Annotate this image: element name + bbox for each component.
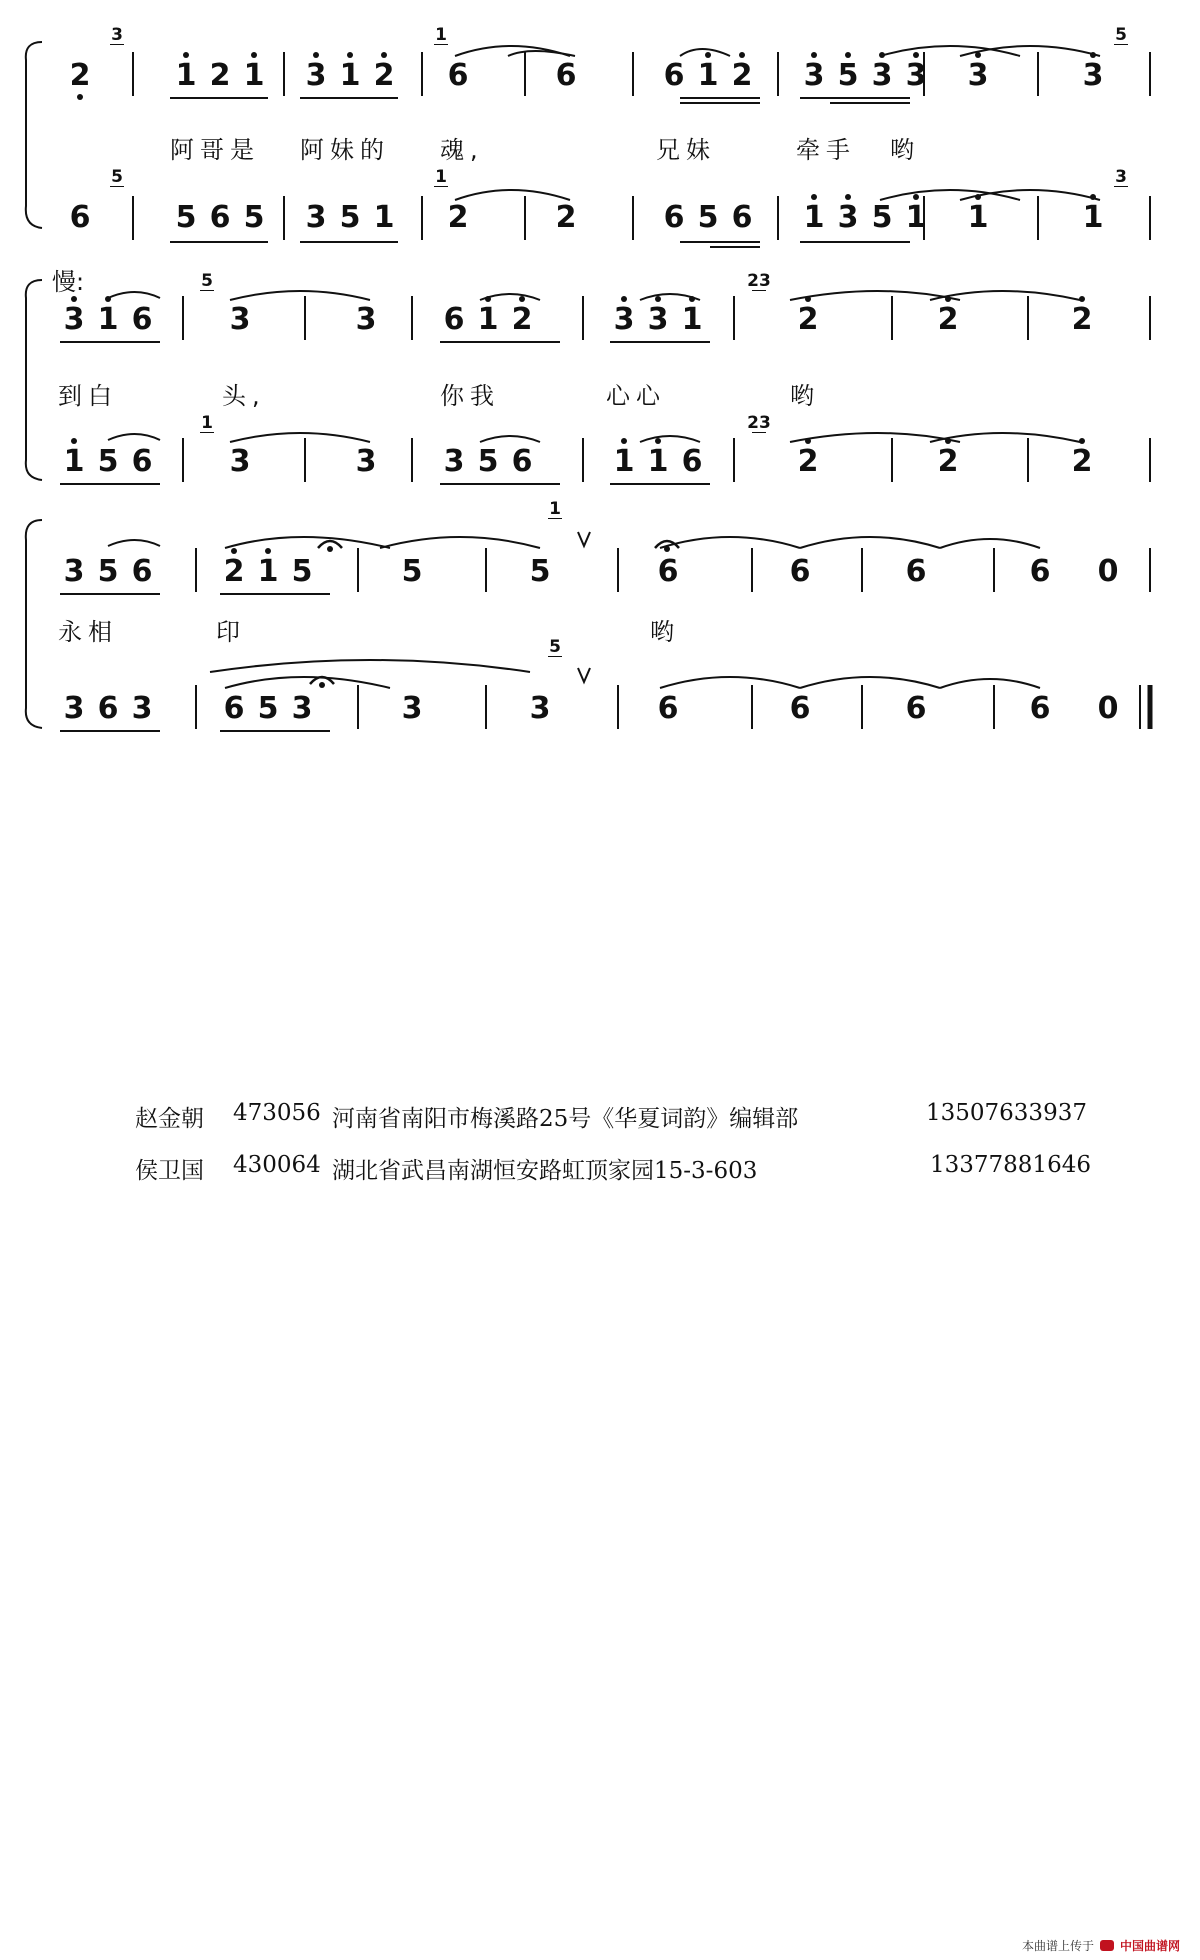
note: 3 <box>898 56 934 96</box>
grace-note: 5 <box>111 167 123 187</box>
note: 6 <box>905 554 927 589</box>
note: 1 <box>56 442 92 482</box>
note: 3 <box>355 302 377 337</box>
note: 3 <box>298 56 334 96</box>
contact-line <box>0 1100 1200 1132</box>
note: 2 <box>930 442 966 482</box>
note: 3 <box>355 444 377 479</box>
note: 6 <box>511 444 533 479</box>
note: 1 <box>236 56 272 96</box>
note: 5 <box>97 554 119 589</box>
site-watermark <box>1022 1937 1180 1954</box>
note: 6 <box>1029 691 1051 726</box>
note: 6 <box>1029 554 1051 589</box>
note: 3 <box>1075 56 1111 96</box>
note: 3 <box>63 691 85 726</box>
contact-name: 侯卫国 <box>135 1158 204 1184</box>
grace-note: 5 <box>549 637 561 657</box>
note: 3 <box>796 56 832 96</box>
contact-postcode: 430064 <box>233 1152 321 1178</box>
grace-note: 5 <box>201 271 213 291</box>
note: 6 <box>131 554 153 589</box>
note: 6 <box>555 58 577 93</box>
note: 3 <box>229 302 251 337</box>
note: 3 <box>305 200 327 235</box>
lyric: 哟 <box>650 618 680 646</box>
lyric: 哟 <box>890 136 920 164</box>
note: 6 <box>97 691 119 726</box>
note: 6 <box>663 58 685 93</box>
note: 1 <box>960 198 996 238</box>
note: 5 <box>243 200 265 235</box>
lyric: 心心 <box>606 382 666 410</box>
note: 2 <box>930 300 966 340</box>
grace-note: 1 <box>549 499 561 519</box>
lyric: 头, <box>222 382 266 410</box>
watermark-text: 本曲谱上传于 <box>1021 1939 1094 1953</box>
note: 3 <box>63 554 85 589</box>
contact-address: 湖北省武昌南湖恒安路虹顶家园15-3-603 <box>332 1158 758 1184</box>
note: 6 <box>223 691 245 726</box>
lyric: 阿妹的 <box>300 136 390 164</box>
note: 2 <box>555 200 577 235</box>
score-notes <box>0 0 1200 760</box>
lyric: 永相 <box>58 618 118 646</box>
note: 1 <box>470 300 506 340</box>
note: 5 <box>257 691 279 726</box>
note: 6 <box>657 554 679 589</box>
note: 2 <box>504 300 540 340</box>
grace-note: 23 <box>747 271 771 291</box>
note: 1 <box>674 300 710 340</box>
lyric: 哟 <box>790 382 820 410</box>
note: 2 <box>790 442 826 482</box>
note: 5 <box>477 444 499 479</box>
note: 3 <box>56 300 92 340</box>
note: 1 <box>168 56 204 96</box>
note: 5 <box>830 56 866 96</box>
grace-note: 1 <box>201 413 213 433</box>
note: 1 <box>898 198 934 238</box>
note: 5 <box>175 200 197 235</box>
note: 3 <box>229 444 251 479</box>
note: 2 <box>209 58 231 93</box>
contact-name: 赵金朝 <box>135 1106 204 1132</box>
contact-phone: 13377881646 <box>930 1152 1091 1178</box>
note: 2 <box>1064 300 1100 340</box>
note: 6 <box>447 58 469 93</box>
note: 1 <box>690 56 726 96</box>
grace-note: 23 <box>747 413 771 433</box>
watermark-brand: 中国曲谱网 <box>1119 1939 1180 1953</box>
note: 5 <box>697 200 719 235</box>
note: 1 <box>606 442 642 482</box>
note: 3 <box>864 56 900 96</box>
note: 2 <box>447 200 469 235</box>
note: 6 <box>905 691 927 726</box>
note: 3 <box>291 691 313 726</box>
grace-note: 1 <box>435 167 447 187</box>
lyric: 魂, <box>440 136 484 164</box>
lyric: 印 <box>216 618 246 646</box>
note: 6 <box>789 554 811 589</box>
tempo-marking: 慢: <box>52 268 85 296</box>
grace-note: 3 <box>111 25 123 45</box>
note: 6 <box>209 200 231 235</box>
note: 2 <box>62 56 98 96</box>
note: 2 <box>790 300 826 340</box>
note: 3 <box>401 691 423 726</box>
note: 3 <box>640 300 676 340</box>
note: 5 <box>401 554 423 589</box>
note: 2 <box>216 552 252 592</box>
contact-phone: 13507633937 <box>926 1100 1087 1126</box>
note: 1 <box>90 300 126 340</box>
note: 6 <box>789 691 811 726</box>
note: 3 <box>830 198 866 238</box>
note: 3 <box>131 691 153 726</box>
note: 3 <box>529 691 551 726</box>
lyric: 阿哥是 <box>170 136 260 164</box>
note: 6 <box>443 302 465 337</box>
note: 2 <box>366 56 402 96</box>
lyric: 你我 <box>440 382 500 410</box>
contact-address: 河南省南阳市梅溪路25号《华夏词韵》编辑部 <box>332 1106 799 1132</box>
site-logo-icon <box>1100 1940 1114 1951</box>
note: 2 <box>1064 442 1100 482</box>
note: 6 <box>657 691 679 726</box>
note: 2 <box>724 56 760 96</box>
note: 6 <box>69 200 91 235</box>
note: 5 <box>291 554 313 589</box>
grace-note: 3 <box>1115 167 1127 187</box>
note: 5 <box>871 200 893 235</box>
note: 0 <box>1097 554 1119 589</box>
note: 1 <box>332 56 368 96</box>
note: 6 <box>131 444 153 479</box>
note: 1 <box>250 552 286 592</box>
contact-postcode: 473056 <box>233 1100 321 1126</box>
note: 6 <box>663 200 685 235</box>
grace-note: 5 <box>1115 25 1127 45</box>
note: 5 <box>339 200 361 235</box>
note: 1 <box>796 198 832 238</box>
note: 3 <box>960 56 996 96</box>
note: 0 <box>1097 691 1119 726</box>
lyric: 牵手 <box>796 136 856 164</box>
note: 5 <box>529 554 551 589</box>
note: 1 <box>373 200 395 235</box>
grace-note: 1 <box>435 25 447 45</box>
note: 3 <box>443 444 465 479</box>
note: 1 <box>1075 198 1111 238</box>
note: 1 <box>640 442 676 482</box>
lyric: 兄妹 <box>656 136 716 164</box>
note: 6 <box>131 302 153 337</box>
note: 6 <box>731 200 753 235</box>
note: 5 <box>97 444 119 479</box>
note: 3 <box>606 300 642 340</box>
note: 6 <box>681 444 703 479</box>
lyric: 到白 <box>58 382 118 410</box>
contact-line <box>0 1152 1200 1184</box>
